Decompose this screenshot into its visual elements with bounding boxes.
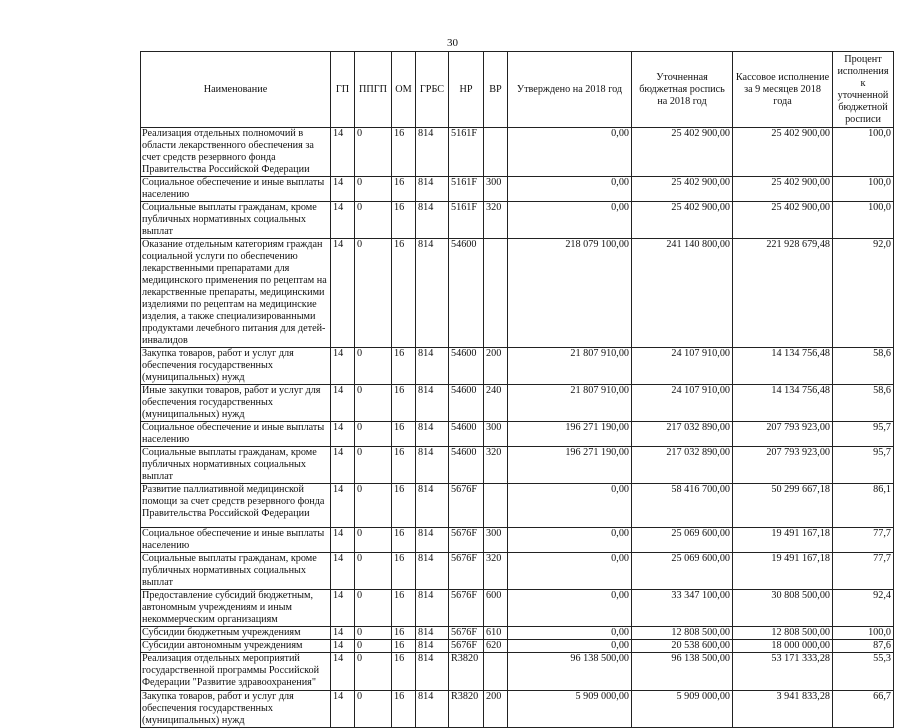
- cell-grbs: 814: [416, 553, 449, 590]
- cell-cash: 221 928 679,48: [733, 239, 833, 348]
- cell-percent: 77,7: [833, 528, 894, 553]
- cell-vr: [484, 239, 508, 348]
- cell-nr: 54600: [449, 239, 484, 348]
- cell-vr: 610: [484, 627, 508, 640]
- table-row: [141, 590, 894, 627]
- cell-om: 16: [392, 202, 416, 239]
- cell-cash: 25 402 900,00: [733, 128, 833, 177]
- cell-approved: 0,00: [508, 484, 632, 528]
- cell-nr: 5676F: [449, 553, 484, 590]
- cell-gp: 14: [331, 653, 355, 691]
- cell-nr: R3820: [449, 653, 484, 691]
- cell-cash: 3 941 833,28: [733, 691, 833, 728]
- cell-gp: 14: [331, 691, 355, 728]
- cell-pgp: 0: [355, 590, 392, 627]
- cell-percent: 86,1: [833, 484, 894, 528]
- cell-name: Социальные выплаты гражданам, кроме публичных нормативных социальных выплат: [141, 553, 331, 590]
- page-number: 30: [447, 37, 458, 49]
- cell-approved: 218 079 100,00: [508, 239, 632, 348]
- cell-nr: 5676F: [449, 484, 484, 528]
- cell-gp: 14: [331, 640, 355, 653]
- cell-grbs: 814: [416, 447, 449, 484]
- cell-percent: 58,6: [833, 385, 894, 422]
- cell-cash: 207 793 923,00: [733, 422, 833, 447]
- cell-percent: 92,4: [833, 590, 894, 627]
- cell-vr: 620: [484, 640, 508, 653]
- table-row: [141, 447, 894, 484]
- cell-refined: 96 138 500,00: [632, 653, 733, 691]
- header-row: [141, 52, 894, 128]
- cell-nr: 54600: [449, 447, 484, 484]
- cell-om: 16: [392, 528, 416, 553]
- cell-grbs: 814: [416, 627, 449, 640]
- cell-grbs: 814: [416, 385, 449, 422]
- cell-approved: 96 138 500,00: [508, 653, 632, 691]
- table-row: [141, 385, 894, 422]
- cell-name: Социальные выплаты гражданам, кроме публичных нормативных социальных выплат: [141, 202, 331, 239]
- cell-pgp: 0: [355, 447, 392, 484]
- cell-pgp: 0: [355, 553, 392, 590]
- cell-refined: 20 538 600,00: [632, 640, 733, 653]
- header-grbs: ГРБС: [416, 52, 449, 128]
- cell-nr: R3820: [449, 691, 484, 728]
- cell-om: 16: [392, 590, 416, 627]
- cell-gp: 14: [331, 484, 355, 528]
- cell-om: 16: [392, 553, 416, 590]
- cell-approved: 0,00: [508, 640, 632, 653]
- cell-approved: 0,00: [508, 590, 632, 627]
- cell-om: 16: [392, 447, 416, 484]
- cell-approved: 0,00: [508, 202, 632, 239]
- header-name: Наименование: [141, 52, 331, 128]
- cell-pgp: 0: [355, 348, 392, 385]
- cell-percent: 95,7: [833, 447, 894, 484]
- cell-grbs: 814: [416, 691, 449, 728]
- cell-om: 16: [392, 128, 416, 177]
- cell-grbs: 814: [416, 653, 449, 691]
- cell-cash: 25 402 900,00: [733, 177, 833, 202]
- header-om: ОМ: [392, 52, 416, 128]
- cell-nr: 5676F: [449, 640, 484, 653]
- cell-approved: 0,00: [508, 128, 632, 177]
- cell-name: Реализация отдельных полномочий в области лекарственного обеспечения за счет средств резервного фонда Правительства Российской Федерации: [141, 128, 331, 177]
- cell-vr: 240: [484, 385, 508, 422]
- cell-vr: [484, 484, 508, 528]
- cell-nr: 5161F: [449, 128, 484, 177]
- cell-vr: 300: [484, 528, 508, 553]
- cell-pgp: 0: [355, 239, 392, 348]
- cell-vr: 320: [484, 447, 508, 484]
- table-row: [141, 627, 894, 640]
- cell-name: Социальные выплаты гражданам, кроме публичных нормативных социальных выплат: [141, 447, 331, 484]
- cell-grbs: 814: [416, 528, 449, 553]
- cell-nr: 54600: [449, 348, 484, 385]
- cell-pgp: 0: [355, 627, 392, 640]
- cell-grbs: 814: [416, 640, 449, 653]
- cell-om: 16: [392, 484, 416, 528]
- cell-name: Реализация отдельных мероприятий государственной программы Российской Федерации "Развитие здравоохранения": [141, 653, 331, 691]
- cell-refined: 25 402 900,00: [632, 177, 733, 202]
- cell-approved: 196 271 190,00: [508, 422, 632, 447]
- cell-gp: 14: [331, 447, 355, 484]
- cell-vr: 200: [484, 691, 508, 728]
- cell-percent: 58,6: [833, 348, 894, 385]
- cell-name: Иные закупки товаров, работ и услуг для обеспечения государственных (муниципальных) нужд: [141, 385, 331, 422]
- cell-name: Социальное обеспечение и иные выплаты населению: [141, 528, 331, 553]
- cell-gp: 14: [331, 422, 355, 447]
- cell-name: Социальное обеспечение и иные выплаты населению: [141, 177, 331, 202]
- table-row: [141, 348, 894, 385]
- cell-cash: 14 134 756,48: [733, 385, 833, 422]
- cell-cash: 25 402 900,00: [733, 202, 833, 239]
- cell-om: 16: [392, 640, 416, 653]
- cell-name: Социальное обеспечение и иные выплаты населению: [141, 422, 331, 447]
- cell-gp: 14: [331, 590, 355, 627]
- header-vr: ВР: [484, 52, 508, 128]
- cell-om: 16: [392, 691, 416, 728]
- cell-refined: 33 347 100,00: [632, 590, 733, 627]
- cell-pgp: 0: [355, 528, 392, 553]
- cell-pgp: 0: [355, 422, 392, 447]
- cell-percent: 92,0: [833, 239, 894, 348]
- cell-refined: 25 069 600,00: [632, 528, 733, 553]
- table-row: [141, 484, 894, 528]
- cell-cash: 53 171 333,28: [733, 653, 833, 691]
- cell-om: 16: [392, 348, 416, 385]
- cell-vr: 320: [484, 553, 508, 590]
- cell-grbs: 814: [416, 128, 449, 177]
- header-approved: Утверждено на 2018 год: [508, 52, 632, 128]
- cell-refined: 5 909 000,00: [632, 691, 733, 728]
- cell-approved: 21 807 910,00: [508, 348, 632, 385]
- cell-name: Развитие паллиативной медицинской помощи за счет средств резервного фонда Правительства Российской Федерации: [141, 484, 331, 528]
- cell-nr: 54600: [449, 422, 484, 447]
- cell-percent: 100,0: [833, 627, 894, 640]
- cell-vr: [484, 653, 508, 691]
- cell-approved: 0,00: [508, 627, 632, 640]
- cell-name: Оказание отдельным категориям граждан социальной услуги по обеспечению лекарственными препаратами для медицинского применения по рецептам на лекарственные препараты, медицинскими изделиями по рецептам на медицинские изделия, а также специализированными продуктами лечебного питания для детей-инвалидов: [141, 239, 331, 348]
- table-row: [141, 528, 894, 553]
- cell-name: Субсидии автономным учреждениям: [141, 640, 331, 653]
- cell-percent: 95,7: [833, 422, 894, 447]
- cell-nr: 5676F: [449, 590, 484, 627]
- cell-gp: 14: [331, 239, 355, 348]
- cell-approved: 5 909 000,00: [508, 691, 632, 728]
- header-gp: ГП: [331, 52, 355, 128]
- cell-grbs: 814: [416, 348, 449, 385]
- cell-nr: 54600: [449, 385, 484, 422]
- cell-cash: 19 491 167,18: [733, 528, 833, 553]
- table-row: [141, 202, 894, 239]
- cell-om: 16: [392, 239, 416, 348]
- cell-percent: 100,0: [833, 128, 894, 177]
- cell-cash: 19 491 167,18: [733, 553, 833, 590]
- cell-pgp: 0: [355, 691, 392, 728]
- table-row: [141, 128, 894, 177]
- cell-gp: 14: [331, 528, 355, 553]
- cell-refined: 25 402 900,00: [632, 202, 733, 239]
- cell-vr: 320: [484, 202, 508, 239]
- header-percent: Процент исполнения к уточненной бюджетной росписи: [833, 52, 894, 128]
- cell-percent: 66,7: [833, 691, 894, 728]
- header-pgp: ППГП: [355, 52, 392, 128]
- table-row: [141, 653, 894, 691]
- cell-refined: 241 140 800,00: [632, 239, 733, 348]
- cell-om: 16: [392, 653, 416, 691]
- cell-refined: 12 808 500,00: [632, 627, 733, 640]
- cell-pgp: 0: [355, 128, 392, 177]
- cell-grbs: 814: [416, 202, 449, 239]
- table-row: [141, 177, 894, 202]
- cell-approved: 196 271 190,00: [508, 447, 632, 484]
- table-row: [141, 691, 894, 728]
- cell-gp: 14: [331, 348, 355, 385]
- cell-cash: 18 000 000,00: [733, 640, 833, 653]
- cell-nr: 5161F: [449, 177, 484, 202]
- cell-vr: 200: [484, 348, 508, 385]
- cell-gp: 14: [331, 553, 355, 590]
- table-row: [141, 640, 894, 653]
- cell-pgp: 0: [355, 177, 392, 202]
- cell-grbs: 814: [416, 422, 449, 447]
- cell-gp: 14: [331, 177, 355, 202]
- cell-percent: 77,7: [833, 553, 894, 590]
- cell-refined: 25 402 900,00: [632, 128, 733, 177]
- cell-pgp: 0: [355, 202, 392, 239]
- cell-refined: 24 107 910,00: [632, 348, 733, 385]
- cell-cash: 207 793 923,00: [733, 447, 833, 484]
- cell-cash: 14 134 756,48: [733, 348, 833, 385]
- cell-om: 16: [392, 627, 416, 640]
- cell-om: 16: [392, 177, 416, 202]
- table-row: [141, 553, 894, 590]
- budget-table: [140, 51, 894, 728]
- cell-nr: 5676F: [449, 627, 484, 640]
- cell-pgp: 0: [355, 653, 392, 691]
- cell-nr: 5676F: [449, 528, 484, 553]
- cell-vr: [484, 128, 508, 177]
- cell-cash: 30 808 500,00: [733, 590, 833, 627]
- cell-grbs: 814: [416, 239, 449, 348]
- cell-vr: 300: [484, 177, 508, 202]
- cell-name: Закупка товаров, работ и услуг для обеспечения государственных (муниципальных) нужд: [141, 691, 331, 728]
- header-cash: Кассовое исполнение за 9 месяцев 2018 года: [733, 52, 833, 128]
- cell-cash: 50 299 667,18: [733, 484, 833, 528]
- cell-pgp: 0: [355, 484, 392, 528]
- cell-refined: 25 069 600,00: [632, 553, 733, 590]
- cell-percent: 87,6: [833, 640, 894, 653]
- cell-percent: 100,0: [833, 177, 894, 202]
- cell-grbs: 814: [416, 177, 449, 202]
- cell-nr: 5161F: [449, 202, 484, 239]
- cell-percent: 55,3: [833, 653, 894, 691]
- cell-refined: 217 032 890,00: [632, 447, 733, 484]
- cell-cash: 12 808 500,00: [733, 627, 833, 640]
- cell-refined: 24 107 910,00: [632, 385, 733, 422]
- cell-vr: 300: [484, 422, 508, 447]
- cell-refined: 58 416 700,00: [632, 484, 733, 528]
- cell-approved: 0,00: [508, 553, 632, 590]
- table-row: [141, 239, 894, 348]
- cell-name: Субсидии бюджетным учреждениям: [141, 627, 331, 640]
- cell-grbs: 814: [416, 484, 449, 528]
- cell-gp: 14: [331, 202, 355, 239]
- cell-gp: 14: [331, 627, 355, 640]
- cell-refined: 217 032 890,00: [632, 422, 733, 447]
- header-refined: Уточненная бюджетная роспись на 2018 год: [632, 52, 733, 128]
- cell-pgp: 0: [355, 640, 392, 653]
- header-nr: НР: [449, 52, 484, 128]
- table-row: [141, 422, 894, 447]
- cell-om: 16: [392, 385, 416, 422]
- cell-vr: 600: [484, 590, 508, 627]
- cell-approved: 0,00: [508, 177, 632, 202]
- cell-percent: 100,0: [833, 202, 894, 239]
- cell-gp: 14: [331, 385, 355, 422]
- cell-name: Закупка товаров, работ и услуг для обеспечения государственных (муниципальных) нужд: [141, 348, 331, 385]
- cell-gp: 14: [331, 128, 355, 177]
- cell-approved: 21 807 910,00: [508, 385, 632, 422]
- cell-om: 16: [392, 422, 416, 447]
- cell-name: Предоставление субсидий бюджетным, автономным учреждениям и иным некоммерческим организациям: [141, 590, 331, 627]
- cell-approved: 0,00: [508, 528, 632, 553]
- cell-pgp: 0: [355, 385, 392, 422]
- cell-grbs: 814: [416, 590, 449, 627]
